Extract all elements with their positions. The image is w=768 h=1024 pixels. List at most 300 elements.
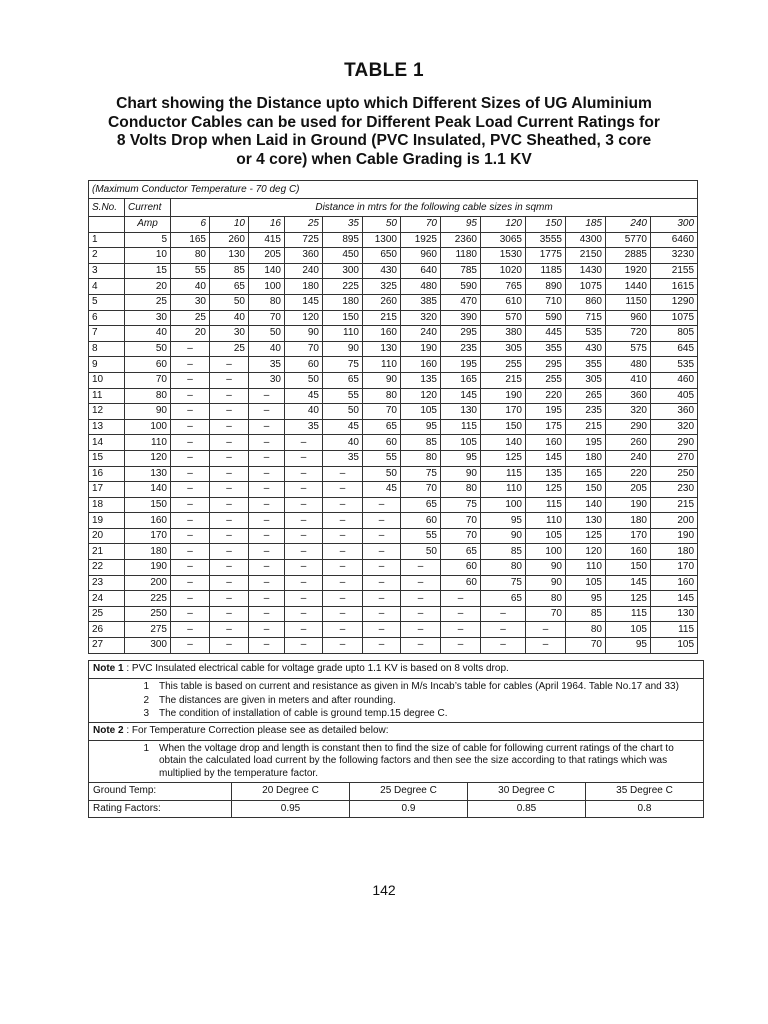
- distance-cell: 785: [441, 263, 481, 279]
- distance-cell: 180: [606, 513, 651, 529]
- distance-cell: –: [249, 638, 285, 654]
- distance-cell: 195: [441, 357, 481, 373]
- distance-cell: 65: [441, 544, 481, 560]
- distance-cell: 145: [651, 591, 698, 607]
- table-row: [89, 310, 698, 326]
- distance-cell: –: [323, 497, 363, 513]
- distance-cell: 260: [210, 232, 249, 248]
- distance-cell: –: [210, 419, 249, 435]
- distance-cell: –: [210, 435, 249, 451]
- distance-cell: 65: [401, 497, 441, 513]
- note1-item-text: This table is based on current and resistance as given in M/s Incab’s table for cables (April 1964. Table No.17 and 33): [159, 680, 679, 692]
- distance-cell: –: [323, 466, 363, 482]
- distance-cell: 70: [285, 341, 323, 357]
- ground-temp-label: Ground Temp:: [89, 783, 232, 801]
- distance-cell: –: [171, 513, 210, 529]
- distance-cell: 195: [566, 435, 606, 451]
- distance-cell: 50: [285, 372, 323, 388]
- distance-cell: 2150: [566, 248, 606, 264]
- distance-cell: 190: [606, 497, 651, 513]
- distance-cell: –: [249, 591, 285, 607]
- distance-cell: 145: [606, 575, 651, 591]
- distance-cell: 150: [481, 419, 526, 435]
- distance-cell: 40: [285, 404, 323, 420]
- distance-cell: –: [171, 528, 210, 544]
- distance-cell: –: [171, 482, 210, 498]
- current-cell: 300: [125, 638, 171, 654]
- distance-cell: –: [210, 606, 249, 622]
- distance-cell: 105: [401, 404, 441, 420]
- ground-temp-value: 20 Degree C: [232, 783, 350, 801]
- distance-cell: –: [363, 591, 401, 607]
- distance-cell: –: [210, 638, 249, 654]
- distance-cell: 3065: [481, 232, 526, 248]
- distance-cell: 60: [285, 357, 323, 373]
- note1-text: : PVC Insulated electrical cable for voltage grade upto 1.1 KV is based on 8 volts drop.: [123, 663, 509, 674]
- distance-cell: 90: [526, 560, 566, 576]
- cable-size-header: 95: [441, 217, 481, 233]
- distance-cell: 110: [323, 326, 363, 342]
- table-row: [89, 263, 698, 279]
- distance-cell: 230: [651, 482, 698, 498]
- distance-cell: –: [171, 450, 210, 466]
- subtitle-line: or 4 core) when Cable Grading is 1.1 KV: [236, 150, 532, 168]
- distance-cell: –: [323, 560, 363, 576]
- distance-cell: 470: [441, 294, 481, 310]
- distance-cell: 85: [566, 606, 606, 622]
- distance-cell: –: [285, 560, 323, 576]
- distance-cell: –: [481, 606, 526, 622]
- distance-cell: 100: [481, 497, 526, 513]
- table-row: [89, 341, 698, 357]
- sno-cell: 14: [89, 435, 125, 451]
- distance-cell: –: [285, 575, 323, 591]
- distance-cell: –: [249, 450, 285, 466]
- distance-cell: 90: [526, 575, 566, 591]
- distance-cell: 135: [526, 466, 566, 482]
- distance-cell: 115: [651, 622, 698, 638]
- distance-cell: 3230: [651, 248, 698, 264]
- table-row: [89, 606, 698, 622]
- distance-cell: 125: [566, 528, 606, 544]
- distance-cell: 240: [285, 263, 323, 279]
- distance-cell: 160: [606, 544, 651, 560]
- distance-cell: 90: [363, 372, 401, 388]
- distance-cell: –: [249, 544, 285, 560]
- distance-cell: 890: [526, 279, 566, 295]
- sno-cell: 10: [89, 372, 125, 388]
- distance-cell: 40: [323, 435, 363, 451]
- distance-cell: 45: [363, 482, 401, 498]
- distance-cell: 65: [323, 372, 363, 388]
- distance-cell: –: [401, 575, 441, 591]
- distance-cell: 895: [323, 232, 363, 248]
- distance-cell: 90: [323, 341, 363, 357]
- sno-cell: 11: [89, 388, 125, 404]
- page-title: TABLE 1: [344, 60, 424, 81]
- rating-factors-label: Rating Factors:: [89, 800, 232, 818]
- distance-cell: –: [171, 404, 210, 420]
- distance-cell: 320: [401, 310, 441, 326]
- distance-cell: 45: [323, 419, 363, 435]
- distance-cell: –: [249, 606, 285, 622]
- distance-cell: 2885: [606, 248, 651, 264]
- distance-cell: 480: [401, 279, 441, 295]
- distance-cell: –: [171, 497, 210, 513]
- distance-cell: –: [526, 622, 566, 638]
- distance-cell: 205: [249, 248, 285, 264]
- distance-cell: 190: [651, 528, 698, 544]
- distance-cell: –: [210, 575, 249, 591]
- distance-cell: –: [249, 575, 285, 591]
- distance-cell: 20: [171, 326, 210, 342]
- distance-cell: –: [323, 638, 363, 654]
- distance-cell: 320: [651, 419, 698, 435]
- distance-cell: 120: [566, 544, 606, 560]
- distance-cell: 250: [651, 466, 698, 482]
- table-row: [89, 638, 698, 654]
- distance-cell: 75: [323, 357, 363, 373]
- note2-item-text: When the voltage drop and length is constant then to find the size of cable for following current ratings of the chart to obtain the calculated load current by the following factors and then see the size according to that ratings which was multiplied by the temperature factor.: [159, 742, 674, 779]
- distance-cell: –: [401, 591, 441, 607]
- distance-cell: –: [171, 357, 210, 373]
- current-cell: 30: [125, 310, 171, 326]
- cable-size-header: 150: [526, 217, 566, 233]
- distance-cell: 70: [249, 310, 285, 326]
- table-row: [89, 544, 698, 560]
- distance-cell: 645: [651, 341, 698, 357]
- distance-cell: –: [441, 591, 481, 607]
- distance-cell: –: [481, 638, 526, 654]
- distance-cell: 70: [566, 638, 606, 654]
- distance-cell: 30: [210, 326, 249, 342]
- distance-cell: 430: [566, 341, 606, 357]
- distance-cell: 75: [441, 497, 481, 513]
- distance-cell: –: [249, 388, 285, 404]
- sno-cell: 7: [89, 326, 125, 342]
- distance-cell: 80: [401, 450, 441, 466]
- distance-cell: 25: [171, 310, 210, 326]
- table-subtitle: [90, 95, 678, 169]
- distance-cell: 240: [606, 450, 651, 466]
- distance-cell: 165: [171, 232, 210, 248]
- distance-cell: 295: [441, 326, 481, 342]
- distance-cell: 355: [526, 341, 566, 357]
- distance-cell: 305: [481, 341, 526, 357]
- table-row: [89, 560, 698, 576]
- distance-cell: –: [171, 341, 210, 357]
- distance-cell: –: [249, 435, 285, 451]
- sno-cell: 4: [89, 279, 125, 295]
- distance-cell: 1300: [363, 232, 401, 248]
- distance-cell: 110: [566, 560, 606, 576]
- distance-cell: 115: [481, 466, 526, 482]
- distance-cell: –: [363, 513, 401, 529]
- distance-cell: 145: [285, 294, 323, 310]
- current-cell: 100: [125, 419, 171, 435]
- cable-size-header: 6: [171, 217, 210, 233]
- distance-cell: 320: [606, 404, 651, 420]
- cable-size-header: 120: [481, 217, 526, 233]
- distance-cell: –: [481, 622, 526, 638]
- current-cell: 130: [125, 466, 171, 482]
- distance-cell: 150: [606, 560, 651, 576]
- distance-cell: –: [323, 575, 363, 591]
- distance-cell: 215: [363, 310, 401, 326]
- distance-cell: 85: [401, 435, 441, 451]
- distance-cell: 80: [363, 388, 401, 404]
- note2: [89, 723, 704, 741]
- distance-cell: 640: [401, 263, 441, 279]
- distance-cell: –: [285, 544, 323, 560]
- distance-cell: –: [323, 606, 363, 622]
- note1: [89, 661, 704, 679]
- distance-cell: 115: [526, 497, 566, 513]
- distance-cell: 60: [441, 560, 481, 576]
- distance-cell: 50: [323, 404, 363, 420]
- note2-text: : For Temperature Correction please see as detailed below:: [123, 725, 389, 736]
- distance-cell: –: [249, 419, 285, 435]
- sno-cell: 2: [89, 248, 125, 264]
- amp-header: Amp: [125, 217, 171, 233]
- distance-cell: –: [171, 575, 210, 591]
- distance-cell: 40: [249, 341, 285, 357]
- distance-cell: 180: [651, 544, 698, 560]
- distance-cell: 40: [210, 310, 249, 326]
- distance-cell: 105: [606, 622, 651, 638]
- distance-cell: 220: [526, 388, 566, 404]
- table-row: [89, 450, 698, 466]
- note2-label: Note 2: [93, 725, 124, 736]
- distance-cell: –: [249, 513, 285, 529]
- sno-cell: 3: [89, 263, 125, 279]
- distance-cell: 80: [171, 248, 210, 264]
- distance-cell: –: [363, 575, 401, 591]
- distance-cell: 130: [566, 513, 606, 529]
- table-row: [89, 326, 698, 342]
- distance-cell: –: [285, 622, 323, 638]
- distance-cell: 430: [363, 263, 401, 279]
- current-cell: 180: [125, 544, 171, 560]
- distance-cell: –: [210, 528, 249, 544]
- distance-cell: 85: [481, 544, 526, 560]
- current-cell: 120: [125, 450, 171, 466]
- sno-cell: 24: [89, 591, 125, 607]
- distance-cell: –: [210, 482, 249, 498]
- sno-cell: 5: [89, 294, 125, 310]
- sno-cell: 27: [89, 638, 125, 654]
- distance-cell: 305: [566, 372, 606, 388]
- distance-cell: 385: [401, 294, 441, 310]
- distance-cell: 30: [249, 372, 285, 388]
- distance-cell: 95: [441, 450, 481, 466]
- distance-cell: 805: [651, 326, 698, 342]
- note1-item-text: The condition of installation of cable is ground temp.15 degree C.: [159, 707, 448, 719]
- distance-cell: 90: [481, 528, 526, 544]
- distance-cell: –: [249, 497, 285, 513]
- distance-cell: 140: [481, 435, 526, 451]
- cable-size-header: 185: [566, 217, 606, 233]
- distance-cell: 150: [323, 310, 363, 326]
- distance-cell: –: [285, 482, 323, 498]
- distance-cell: 1185: [526, 263, 566, 279]
- rating-factor-value: 0.8: [586, 800, 704, 818]
- distance-cell: 1925: [401, 232, 441, 248]
- distance-cell: 1615: [651, 279, 698, 295]
- distance-cell: 2155: [651, 263, 698, 279]
- table-row: [89, 466, 698, 482]
- distance-cell: 70: [441, 528, 481, 544]
- sno-cell: 13: [89, 419, 125, 435]
- distance-cell: –: [210, 622, 249, 638]
- distance-cell: 90: [285, 326, 323, 342]
- current-header: Current: [125, 199, 171, 217]
- distance-cell: –: [441, 606, 481, 622]
- distance-cell: –: [171, 638, 210, 654]
- distance-cell: 110: [481, 482, 526, 498]
- distance-cell: 205: [606, 482, 651, 498]
- distance-cell: 190: [481, 388, 526, 404]
- cable-size-header: 240: [606, 217, 651, 233]
- current-cell: 15: [125, 263, 171, 279]
- sno-cell: 8: [89, 341, 125, 357]
- distance-cell: –: [171, 435, 210, 451]
- cable-distance-table: [88, 180, 698, 654]
- sno-cell: 25: [89, 606, 125, 622]
- note1-item-text: The distances are given in meters and after rounding.: [159, 695, 396, 706]
- distance-cell: –: [249, 622, 285, 638]
- distance-cell: 135: [401, 372, 441, 388]
- rating-factor-value: 0.9: [350, 800, 468, 818]
- distance-cell: 120: [401, 388, 441, 404]
- distance-cell: 650: [363, 248, 401, 264]
- distance-cell: 145: [526, 450, 566, 466]
- distance-cell: 70: [401, 482, 441, 498]
- distance-cell: 140: [566, 497, 606, 513]
- distance-cell: 140: [249, 263, 285, 279]
- distance-cell: 325: [363, 279, 401, 295]
- distance-cell: –: [401, 606, 441, 622]
- distance-cell: 65: [363, 419, 401, 435]
- distance-cell: 1430: [566, 263, 606, 279]
- distance-cell: –: [210, 544, 249, 560]
- sno-cell: 1: [89, 232, 125, 248]
- distance-cell: –: [441, 638, 481, 654]
- sno-blank: [89, 217, 125, 233]
- sno-cell: 26: [89, 622, 125, 638]
- distance-cell: 765: [481, 279, 526, 295]
- sno-cell: 15: [89, 450, 125, 466]
- distance-cell: 75: [401, 466, 441, 482]
- distance-cell: 355: [566, 357, 606, 373]
- table-row: [89, 248, 698, 264]
- current-cell: 225: [125, 591, 171, 607]
- distance-cell: 35: [285, 419, 323, 435]
- distance-cell: 2360: [441, 232, 481, 248]
- distance-cell: 55: [363, 450, 401, 466]
- distance-cell: 180: [285, 279, 323, 295]
- distance-cell: –: [210, 560, 249, 576]
- current-cell: 160: [125, 513, 171, 529]
- sno-cell: 12: [89, 404, 125, 420]
- distance-cell: –: [210, 466, 249, 482]
- distance-cell: 360: [285, 248, 323, 264]
- distance-cell: 115: [606, 606, 651, 622]
- distance-cell: 535: [651, 357, 698, 373]
- distance-cell: 235: [566, 404, 606, 420]
- distance-header: Distance in mtrs for the following cable sizes in sqmm: [171, 199, 698, 217]
- distance-cell: 215: [651, 497, 698, 513]
- distance-cell: –: [363, 560, 401, 576]
- distance-cell: –: [285, 497, 323, 513]
- distance-cell: 150: [566, 482, 606, 498]
- distance-cell: –: [249, 466, 285, 482]
- distance-cell: 290: [606, 419, 651, 435]
- distance-cell: 1775: [526, 248, 566, 264]
- distance-cell: 265: [566, 388, 606, 404]
- table-row: [89, 419, 698, 435]
- distance-cell: 130: [363, 341, 401, 357]
- distance-cell: –: [363, 622, 401, 638]
- distance-cell: 725: [285, 232, 323, 248]
- distance-cell: –: [171, 591, 210, 607]
- distance-cell: 300: [323, 263, 363, 279]
- distance-cell: 1075: [651, 310, 698, 326]
- table-row: [89, 404, 698, 420]
- distance-cell: –: [210, 591, 249, 607]
- distance-cell: 715: [566, 310, 606, 326]
- distance-cell: 215: [481, 372, 526, 388]
- distance-cell: 125: [606, 591, 651, 607]
- distance-cell: –: [171, 606, 210, 622]
- distance-cell: 100: [526, 544, 566, 560]
- distance-cell: 4300: [566, 232, 606, 248]
- cable-size-header: 25: [285, 217, 323, 233]
- sno-cell: 20: [89, 528, 125, 544]
- distance-cell: 590: [441, 279, 481, 295]
- distance-cell: 170: [606, 528, 651, 544]
- note1-label: Note 1: [93, 663, 124, 674]
- current-cell: 200: [125, 575, 171, 591]
- distance-cell: –: [363, 544, 401, 560]
- distance-cell: 200: [651, 513, 698, 529]
- distance-cell: 105: [526, 528, 566, 544]
- distance-cell: 115: [441, 419, 481, 435]
- distance-cell: –: [171, 560, 210, 576]
- distance-cell: 860: [566, 294, 606, 310]
- note2-items: [89, 740, 704, 783]
- distance-cell: 1920: [606, 263, 651, 279]
- subtitle-line: 8 Volts Drop when Laid in Ground (PVC Insulated, PVC Sheathed, 3 core: [116, 132, 652, 149]
- distance-cell: 450: [323, 248, 363, 264]
- distance-cell: 65: [210, 279, 249, 295]
- table-row: [89, 497, 698, 513]
- distance-cell: –: [210, 388, 249, 404]
- distance-cell: –: [171, 372, 210, 388]
- distance-cell: –: [249, 482, 285, 498]
- distance-cell: 120: [285, 310, 323, 326]
- distance-cell: 220: [606, 466, 651, 482]
- table-row: [89, 622, 698, 638]
- distance-cell: 35: [249, 357, 285, 373]
- distance-cell: 60: [441, 575, 481, 591]
- distance-cell: 960: [606, 310, 651, 326]
- distance-cell: 60: [401, 513, 441, 529]
- table-row: [89, 232, 698, 248]
- ground-temp-value: 25 Degree C: [350, 783, 468, 801]
- distance-cell: 240: [401, 326, 441, 342]
- notes-table: [88, 660, 704, 818]
